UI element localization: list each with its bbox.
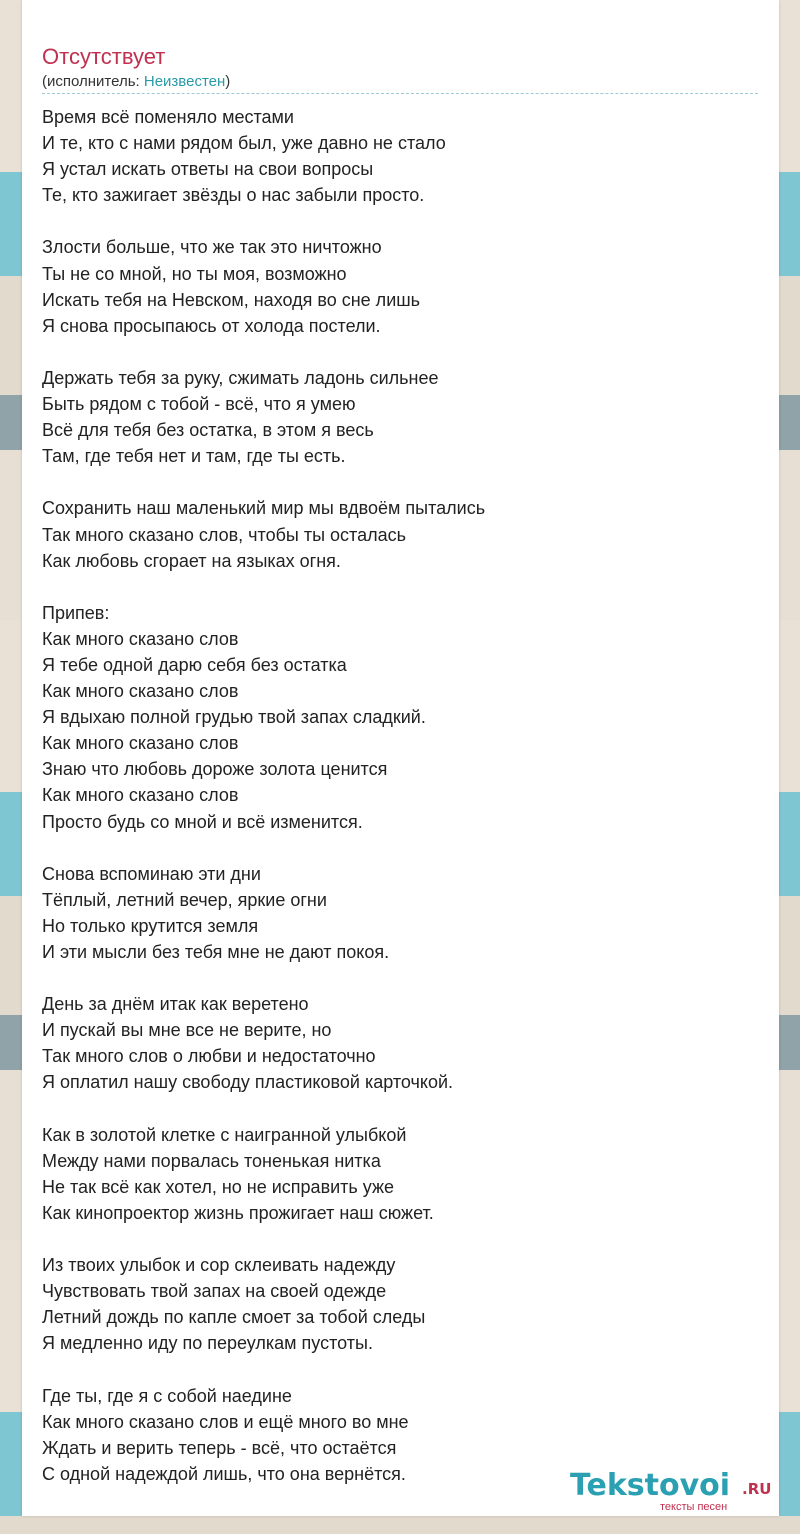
logo-tld: .RU bbox=[742, 1480, 772, 1498]
performer-line bbox=[42, 73, 230, 91]
performer-suffix: ) bbox=[225, 73, 231, 90]
lyrics-text: Время всё поменяло местами И те, кто с нами рядом был, уже давно не стало Я устал искать ответы на свои вопросы Те, кто зажигает звёзды о нас забыли просто. Злости больше, что же так это ничтожно Ты не со мной, но ты моя, возможно Искать тебя на Невском, находя во сне лишь Я снова просыпаюсь от холода постели. Держать тебя за руку, сжимать ладонь сильнее Быть рядом с тобой - всё, что я умею Всё для тебя без остатка, в этом я весь Там, где тебя нет и там, где ты есть. Сохранить наш маленький мир мы вдвоём пытались Так много сказано слов, чтобы ты осталась Как любовь сгорает на языках огня. Припев: Как много сказано слов Я тебе одной дарю себя без остатка Как много сказано слов Я вдыхаю полной грудью твой запах сладкий. Как много сказано слов Знаю что любовь дороже золота ценится Как много сказано слов Просто будь со мной и всё изменится. Снова вспоминаю эти дни Тёплый, летний вечер, яркие огни Но только крутится земля И эти мысли без тебя мне не дают покоя. День за днём итак как веретено И пускай вы мне все не верите, но Так много слов о любви и недостаточно Я оплатил нашу свободу пластиковой карточкой. Как в золотой клетке с наигранной улыбкой Между нами порвалась тоненькая нитка Не так всё как хотел, но не исправить уже Как кинопроектор жизнь прожигает наш сюжет. Из твоих улыбок и сор склеивать надежду Чувствовать твой запах на своей одежде Летний дождь по капле смоет за тобой следы Я медленно иду по переулкам пустоты. Где ты, где я с собой наедине Как много сказано слов и ещё много во мне Ждать и верить теперь - всё, что остаётся С одной надеждой лишь, что она вернётся. bbox=[42, 107, 486, 1484]
lyrics-card bbox=[22, 0, 779, 1516]
title-divider bbox=[42, 93, 758, 94]
site-logo[interactable] bbox=[570, 1468, 780, 1516]
logo-wordmark: Tekstovoi bbox=[570, 1468, 731, 1503]
song-title: Отсутствует bbox=[42, 44, 166, 69]
logo-tagline: тексты песен bbox=[660, 1501, 728, 1513]
performer-prefix: (исполнитель: bbox=[42, 73, 144, 90]
performer-link[interactable]: Неизвестен bbox=[143, 73, 226, 90]
